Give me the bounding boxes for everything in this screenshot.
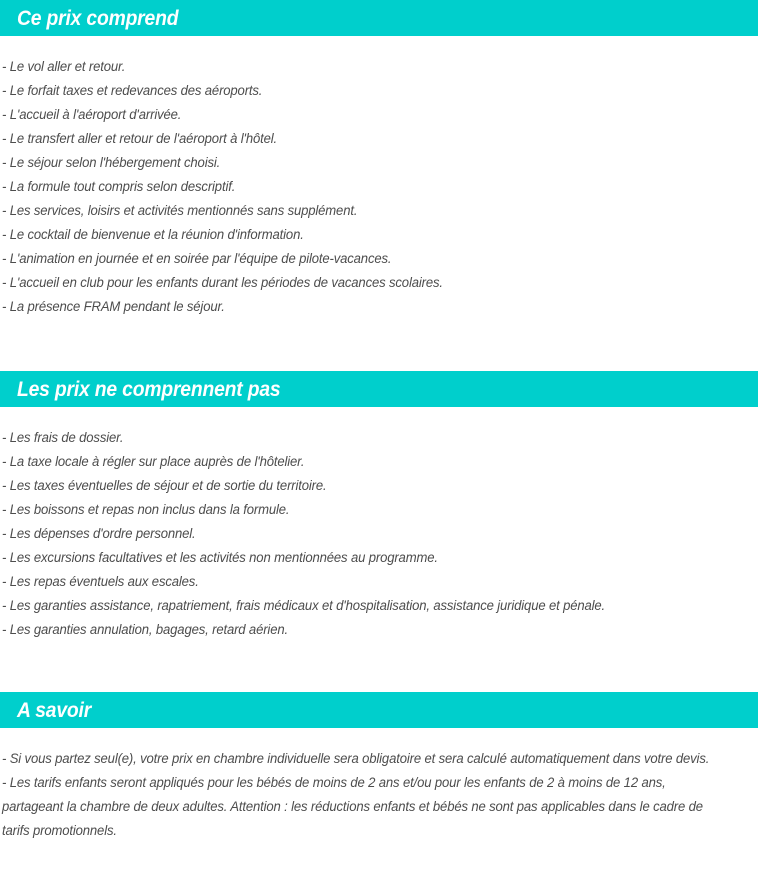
list-item: - Les taxes éventuelles de séjour et de sortie du territoire. (2, 478, 327, 493)
list-item: - La taxe locale à régler sur place auprès de l'hôtelier. (2, 454, 305, 469)
list-item: - Le séjour selon l'hébergement choisi. (2, 155, 221, 170)
section-title-not-included: Les prix ne comprennent pas (17, 377, 281, 401)
list-item: - Les excursions facultatives et les activités non mentionnées au programme. (2, 550, 438, 565)
list-item: - L'animation en journée et en soirée par l'équipe de pilote-vacances. (2, 251, 392, 266)
list-item: - Les garanties assistance, rapatriement, frais médicaux et d'hospitalisation, assistance juridique et pénale. (2, 598, 606, 613)
list-item: - Les tarifs enfants seront appliqués pour les bébés de moins de 2 ans et/ou pour les enfants de 2 à moins de 12 ans, partageant la chambre de deux adultes. Attention : les réductions enfants et bébés ne sont pas applicables dans le cadre de tarifs promotionnels. (2, 775, 703, 838)
section-body-included (0, 55, 758, 319)
section-body-not-included (0, 426, 758, 642)
list-item: - Si vous partez seul(e), votre prix en chambre individuelle sera obligatoire et sera calculé automatiquement dans votre devis. (2, 751, 710, 766)
section-header-included (0, 0, 758, 36)
list-item: - Le forfait taxes et redevances des aéroports. (2, 83, 263, 98)
list-item: - Le vol aller et retour. (2, 59, 126, 74)
list-item: - Le transfert aller et retour de l'aéroport à l'hôtel. (2, 131, 278, 146)
section-title-good-to-know: A savoir (17, 698, 92, 722)
list-item: - La présence FRAM pendant le séjour. (2, 299, 225, 314)
list-item: - Les boissons et repas non inclus dans la formule. (2, 502, 290, 517)
list-item: - Les frais de dossier. (2, 430, 124, 445)
list-item: - Les dépenses d'ordre personnel. (2, 526, 196, 541)
list-item: - Les services, loisirs et activités mentionnés sans supplément. (2, 203, 358, 218)
spacer (0, 407, 758, 426)
section-header-not-included (0, 371, 758, 407)
section-not-included (0, 371, 758, 642)
list-item: - Les repas éventuels aux escales. (2, 574, 199, 589)
list-item: - L'accueil à l'aéroport d'arrivée. (2, 107, 182, 122)
list-item: - La formule tout compris selon descriptif. (2, 179, 236, 194)
section-body-good-to-know (0, 747, 758, 843)
section-header-good-to-know (0, 692, 758, 728)
spacer (0, 36, 758, 55)
list-item: - L'accueil en club pour les enfants durant les périodes de vacances scolaires. (2, 275, 443, 290)
list-item: - Le cocktail de bienvenue et la réunion d'information. (2, 227, 304, 242)
section-good-to-know (0, 692, 758, 843)
list-item: - Les garanties annulation, bagages, retard aérien. (2, 622, 288, 637)
spacer (0, 642, 758, 692)
spacer (0, 843, 758, 871)
spacer (0, 728, 758, 747)
section-title-included: Ce prix comprend (17, 6, 179, 30)
spacer (0, 319, 758, 371)
section-included (0, 0, 758, 319)
